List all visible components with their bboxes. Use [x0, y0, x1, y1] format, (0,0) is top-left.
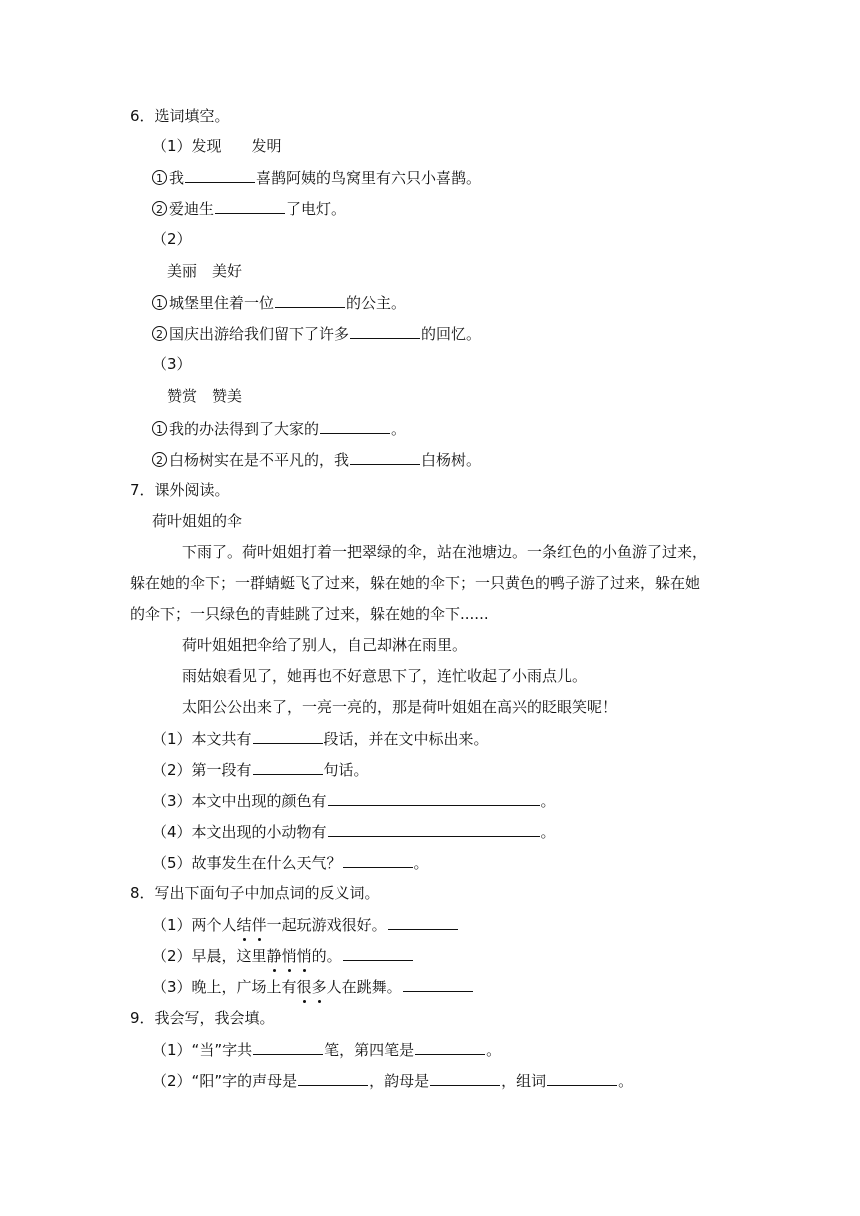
q6-group2-item1: 1 城堡里住着一位 的公主。	[152, 292, 406, 312]
q7-subquestion5: （5）故事发生在什么天气？ 。	[152, 854, 429, 872]
emphasis-dot-char: 悄	[296, 947, 312, 965]
q9-title: 9．我会写，我会填。	[130, 1009, 275, 1027]
q8-title: 8．写出下面句子中加点词的反义词。	[130, 884, 380, 902]
passage-paragraph1-line1: 下雨了。荷叶姐姐打着一把翠绿的伞，站在池塘边。一条红色的小鱼游了过来，	[182, 543, 708, 561]
q6-group1-label: （1）发现 发明	[152, 137, 282, 155]
answer-blank[interactable]	[215, 198, 285, 214]
answer-blank[interactable]	[328, 790, 540, 806]
answer-blank[interactable]	[403, 976, 473, 992]
passage-paragraph4: 太阳公公出来了，一亮一亮的，那是荷叶姐姐在高兴的眨眼笑呢！	[182, 698, 618, 716]
q7-subquestion2: （2）第一段有 句话。	[152, 761, 369, 779]
q6-group2-words: 美丽 美好	[167, 262, 243, 280]
answer-blank[interactable]	[350, 449, 420, 465]
q8-item2: （2）早晨，这里静悄悄的。	[152, 945, 414, 965]
q7-subquestion3: （3）本文中出现的颜色有 。	[152, 792, 556, 810]
answer-blank[interactable]	[343, 852, 413, 868]
q6-group2-label: （2）	[152, 230, 192, 248]
q6-group3-item2: 2 白杨树实在是不平凡的，我 白杨树。	[152, 449, 481, 469]
answer-blank[interactable]	[298, 1070, 368, 1086]
q9-item1: （1）“当”字共 笔，第四笔是 。	[152, 1041, 502, 1059]
circled-number: 2	[152, 452, 167, 467]
q6-group3-label: （3）	[152, 355, 192, 373]
q8-item1: （1）两个人结伴一起玩游戏很好。	[152, 914, 459, 934]
answer-blank[interactable]	[547, 1070, 617, 1086]
answer-blank[interactable]	[415, 1039, 485, 1055]
q7-subquestion4: （4）本文出现的小动物有 。	[152, 823, 556, 841]
answer-blank[interactable]	[320, 418, 390, 434]
answer-blank[interactable]	[343, 945, 413, 961]
q6-group2-item2: 2 国庆出游给我们留下了许多 的回忆。	[152, 323, 481, 343]
answer-blank[interactable]	[253, 759, 323, 775]
emphasis-dot-char: 伴	[251, 916, 267, 934]
emphasis-dot-char: 多	[311, 978, 327, 996]
circled-number: 1	[152, 421, 167, 436]
emphasis-dot-char: 静	[266, 947, 282, 965]
passage-paragraph2: 荷叶姐姐把伞给了别人，自己却淋在雨里。	[182, 636, 468, 654]
circled-number: 1	[152, 170, 167, 185]
emphasis-dot-char: 很	[296, 978, 312, 996]
q8-item3: （3）晚上，广场上有很多人在跳舞。	[152, 976, 474, 996]
answer-blank[interactable]	[350, 323, 420, 339]
answer-blank[interactable]	[185, 167, 255, 183]
answer-blank[interactable]	[388, 914, 458, 930]
passage-paragraph3: 雨姑娘看见了，她再也不好意思下了，连忙收起了小雨点儿。	[182, 667, 588, 685]
answer-blank[interactable]	[253, 1039, 323, 1055]
q7-subquestion1: （1）本文共有 段话，并在文中标出来。	[152, 730, 489, 748]
passage-paragraph1-line2: 躲在她的伞下；一群蜻蜓飞了过来，躲在她的伞下；一只黄色的鸭子游了过来，躲在她	[130, 574, 701, 592]
circled-number: 2	[152, 201, 167, 216]
q6-group3-item1: 1 我的办法得到了大家的 。	[152, 418, 406, 438]
passage-paragraph1-line3: 的伞下；一只绿色的青蛙跳了过来，躲在她的伞下......	[130, 605, 489, 623]
q6-group3-words: 赞赏 赞美	[167, 387, 243, 405]
circled-number: 2	[152, 326, 167, 341]
q6-group1-item1: 1 我 喜鹊阿姨的鸟窝里有六只小喜鹊。	[152, 167, 481, 187]
q6-title: 6．选词填空。	[130, 107, 230, 125]
answer-blank[interactable]	[328, 821, 540, 837]
passage-title: 荷叶姐姐的伞	[152, 512, 243, 530]
q9-item2: （2）“阳”字的声母是 ，韵母是 ，组词 。	[152, 1072, 634, 1090]
emphasis-dot-char: 结	[236, 916, 252, 934]
answer-blank[interactable]	[275, 292, 345, 308]
emphasis-dot-char: 悄	[281, 947, 297, 965]
q6-group1-item2: 2 爱迪生 了电灯。	[152, 198, 346, 218]
answer-blank[interactable]	[253, 728, 323, 744]
circled-number: 1	[152, 295, 167, 310]
q7-title: 7．课外阅读。	[130, 481, 230, 499]
answer-blank[interactable]	[430, 1070, 500, 1086]
